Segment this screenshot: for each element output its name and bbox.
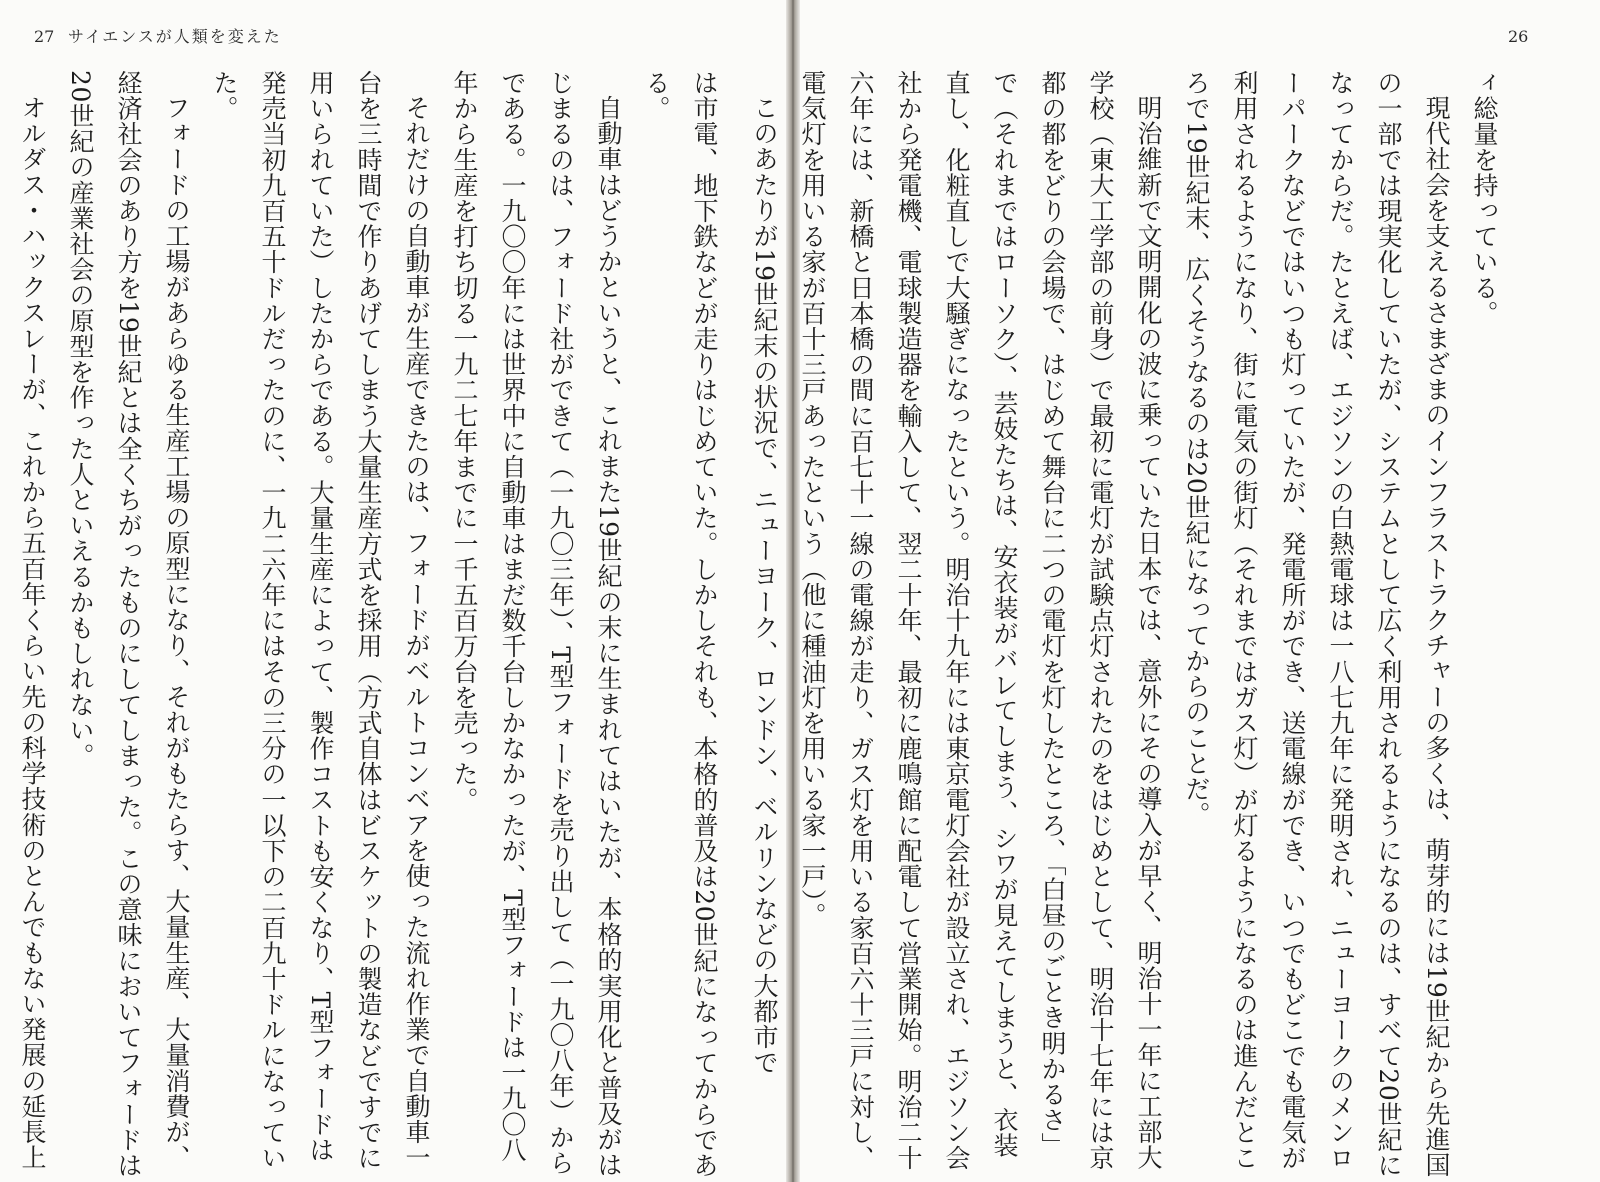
running-title: サイエンスが人類を変えた: [68, 27, 282, 46]
paragraph: オルダス・ハックスレーが、これから五百年くらい先の科学技術のとんでもない発展の延長上: [18, 95, 47, 1171]
paragraph: は市電、地下鉄などが走りはじめていた。しかしそれも、本格的普及は20世紀になってからである。: [642, 70, 719, 1179]
right-page-body: [750, 70, 1508, 1180]
paragraph: フォードの工場があらゆる生産工場の原型になり、それがもたらす、大量生産、大量消費が、経済社会のあり方を19世紀とは全くちがったものにしてしまった。この意味においてフォードは20世紀の産業社会の原型を作った人といえるかもしれない。: [66, 70, 191, 1179]
paragraph: 自動車はどうかというと、これまた19世紀の末に生まれてはいたが、本格的実用化と普及がはじまるのは、フォード社ができて（一九〇三年）、T型フォードを売り出して（一九〇八年）からである。一九〇〇年には世界中に自動車はまだ数千台しかなかったが、T型フォードは一九〇八年から生産を打ち切る一九二七年までに一千五百万台を売った。: [450, 70, 623, 1178]
left-page-body: [16, 70, 728, 1180]
paragraph: それだけの自動車が生産できたのは、フォードがベルトコンベアを使った流れ作業で自動車一台を三時間で作りあげてしまう大量生産方式を採用（方式自体はビスケットの製造などですでに用いられていた）したからである。大量生産によって、製作コストも安くなり、T型フォードは発売当初九百五十ドルだったのに、一九二六年にはその三分の一以下の二百九十ドルになっていた。: [210, 70, 431, 1171]
paragraph: 明治維新で文明開化の波に乗っていた日本では、意外にその導入が早く、明治十一年に工部大学校（東大工学部の前身）で最初に電灯が試験点灯されたのをはじめとして、明治十七年には京都の都をどりの会場で、はじめて舞台に二つの電灯を灯したところ、「白昼のごとき明かるさ」で（それまではローソク）、芸妓たちは、安衣装がバレてしまう、シワが見えてしまうと、衣装直し、化粧直しで大騒ぎになったという。明治十九年には東京電灯会社が設立され、エジソン会社から発電機、電球製造器を輸入して、翌二十年、最初に鹿鳴館に配電して営業開始。明治二十六年には、新橋と日本橋の間に百七十一線の電線が走り、ガス灯を用いる家百六十三戸に対し、電気灯を用いる家が百十三戸あったという（他に種油灯を用いる家一戸）。: [798, 70, 1163, 1171]
paragraph: 現代社会を支えるさまざまのインフラストラクチャーの多くは、萌芽的には19世紀から先進国の一部では現実化していたが、システムとして広く利用されるようになるのは、すべて20世紀になってからだ。たとえば、エジソンの白熱電球は一八七九年に発明され、ニューヨークのメンローパークなどではいつも灯っていたが、発電所ができ、送電線ができ、いつでもどこでも電気が利用されるようになり、街に電気の街灯（それまではガス灯）が灯るようになるのは進んだところで19世紀末、広くそうなるのは20世紀になってからのことだ。: [1182, 70, 1451, 1179]
left-page-number: 27: [34, 27, 55, 46]
paragraph: このあたりが19世紀末の状況で、ニューヨーク、ロンドン、ベルリンなどの大都市で: [750, 95, 779, 1076]
paragraph: ィ総量を持っている。: [1470, 70, 1499, 326]
right-page-number: 26: [1508, 27, 1529, 46]
